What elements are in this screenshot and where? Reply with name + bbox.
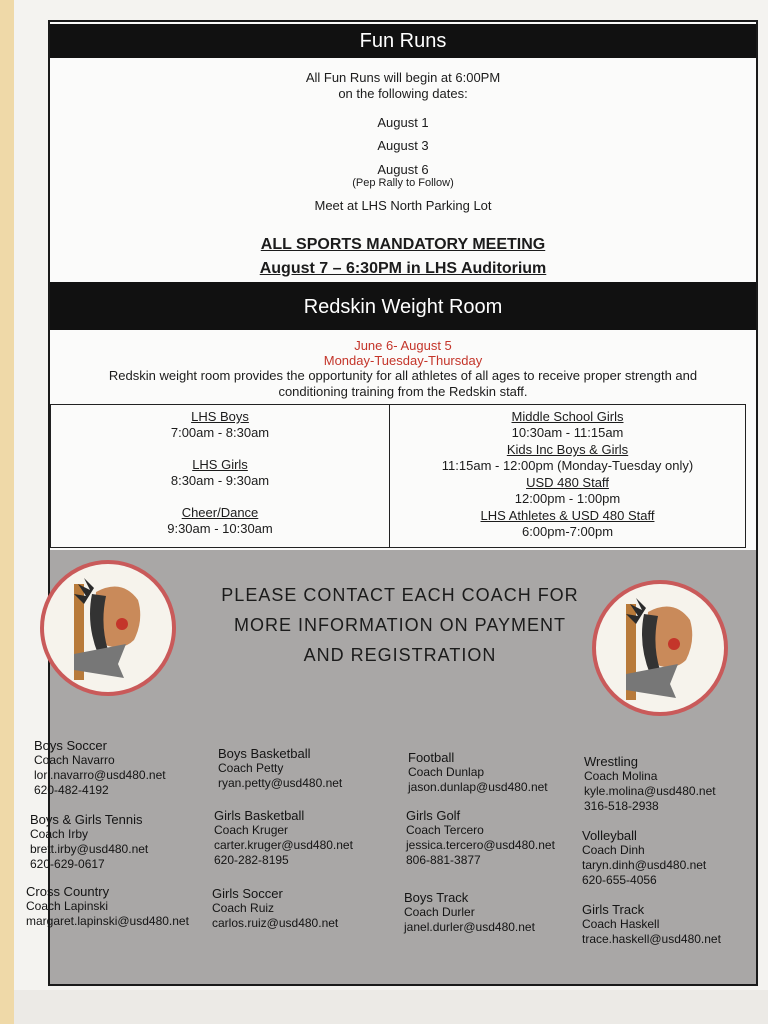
weight-room-dates: June 6- August 5 xyxy=(354,338,452,353)
coach-entry-football xyxy=(408,750,548,795)
coach-email[interactable]: taryn.dinh@usd480.net xyxy=(582,858,707,872)
coach-entry-girls-golf xyxy=(406,808,555,868)
coach-name: Coach Ruiz xyxy=(212,901,275,915)
weight-room-days: Monday-Tuesday-Thursday xyxy=(323,353,483,368)
coach-sport: Girls Basketball xyxy=(214,808,305,823)
coach-name: Coach Haskell xyxy=(582,917,660,931)
schedule-slot xyxy=(390,508,745,540)
coach-sport: Boys Soccer xyxy=(34,738,107,753)
coach-entry-boys-soccer xyxy=(34,738,166,798)
slot-time: 9:30am - 10:30am xyxy=(167,521,273,536)
coach-sport: Wrestling xyxy=(584,754,638,769)
coach-phone: 620-482-4192 xyxy=(34,783,109,797)
coach-phone: 316-518-2938 xyxy=(584,799,659,813)
slot-time: 12:00pm - 1:00pm xyxy=(514,491,621,506)
schedule-slot xyxy=(51,505,389,537)
coach-entry-wrestling xyxy=(584,754,716,814)
coach-sport: Girls Soccer xyxy=(212,886,283,901)
coach-email[interactable]: janel.durler@usd480.net xyxy=(404,920,535,934)
coach-email[interactable]: carter.kruger@usd480.net xyxy=(214,838,353,852)
coach-name: Coach Tercero xyxy=(406,823,484,837)
coach-email[interactable]: margaret.lapinski@usd480.net xyxy=(26,914,189,928)
coach-name: Coach Molina xyxy=(584,769,658,783)
redskin-logo-left xyxy=(40,560,176,696)
coach-sport: Girls Track xyxy=(582,902,645,917)
coach-sport: Boys Track xyxy=(404,890,469,905)
pep-rally-note: (Pep Rally to Follow) xyxy=(352,177,454,189)
coach-entry-boys-track xyxy=(404,890,535,935)
slot-title: LHS Girls xyxy=(192,457,248,472)
coach-email[interactable]: trace.haskell@usd480.net xyxy=(582,932,721,946)
fun-run-date-1: August 1 xyxy=(377,115,429,130)
coach-name: Coach Durler xyxy=(404,905,475,919)
coach-email[interactable]: jessica.tercero@usd480.net xyxy=(406,838,555,852)
mandatory-meeting-time: August 7 – 6:30PM in LHS Auditorium xyxy=(259,260,547,277)
fun-run-date-3: August 6 xyxy=(377,162,429,177)
coach-phone: 806-881-3877 xyxy=(406,853,481,867)
coach-name: Coach Kruger xyxy=(214,823,289,837)
contact-line-3: AND REGISTRATION xyxy=(303,645,497,665)
slot-title: LHS Athletes & USD 480 Staff xyxy=(480,508,655,523)
schedule-slot xyxy=(390,409,745,441)
weight-room-schedule xyxy=(50,404,746,548)
meet-location: Meet at LHS North Parking Lot xyxy=(314,198,492,213)
coach-email[interactable]: carlos.ruiz@usd480.net xyxy=(212,916,339,930)
fun-run-date-2: August 3 xyxy=(377,138,429,153)
coach-name: Coach Petty xyxy=(218,761,284,775)
mandatory-meeting-title: ALL SPORTS MANDATORY MEETING xyxy=(260,236,546,253)
coach-email[interactable]: kyle.molina@usd480.net xyxy=(584,784,716,798)
schedule-slot xyxy=(51,409,389,441)
fun-runs-intro-2: on the following dates: xyxy=(338,86,468,101)
slot-time: 8:30am - 9:30am xyxy=(170,473,270,488)
coach-email[interactable]: brett.irby@usd480.net xyxy=(30,842,149,856)
slot-time: 7:00am - 8:30am xyxy=(170,425,270,440)
slot-title: LHS Boys xyxy=(191,409,249,424)
slot-time: 11:15am - 12:00pm (Monday-Tuesday only) xyxy=(441,458,694,473)
weight-room-desc-2: conditioning training from the Redskin staff. xyxy=(278,384,528,399)
paper-bottom xyxy=(14,990,768,1024)
coach-name: Coach Irby xyxy=(30,827,89,841)
weight-room-desc-1: Redskin weight room provides the opportunity for all athletes of all ages to receive proper strength and xyxy=(108,368,698,383)
coach-sport: Boys Basketball xyxy=(218,746,311,761)
contact-line-2: MORE INFORMATION ON PAYMENT xyxy=(234,615,566,635)
coach-name: Coach Dinh xyxy=(582,843,645,857)
contact-message xyxy=(190,580,610,670)
coach-name: Coach Navarro xyxy=(34,753,115,767)
coach-sport: Volleyball xyxy=(582,828,637,843)
coach-phone: 620-282-8195 xyxy=(214,853,289,867)
coach-sport: Girls Golf xyxy=(406,808,461,823)
schedule-slot xyxy=(390,442,745,474)
coach-name: Coach Dunlap xyxy=(408,765,485,779)
slot-title: Kids Inc Boys & Girls xyxy=(506,442,629,457)
coach-phone: 620-655-4056 xyxy=(582,873,657,887)
coach-entry-cross-country xyxy=(26,884,189,929)
slot-time: 6:00pm-7:00pm xyxy=(521,524,614,539)
coach-entry-boys-basketball xyxy=(218,746,342,791)
slot-title: Cheer/Dance xyxy=(181,505,259,520)
contact-line-1: PLEASE CONTACT EACH COACH FOR xyxy=(221,585,579,605)
fun-runs-intro-1: All Fun Runs will begin at 6:00PM xyxy=(305,70,501,85)
flyer-frame xyxy=(26,20,758,986)
schedule-slot xyxy=(51,457,389,489)
coach-phone: 620-629-0617 xyxy=(30,857,105,871)
schedule-right-column xyxy=(390,405,745,547)
coach-entry-girls-soccer xyxy=(212,886,338,931)
coach-contact-section xyxy=(26,550,756,984)
slot-title: USD 480 Staff xyxy=(526,475,609,490)
coach-email[interactable]: ryan.petty@usd480.net xyxy=(218,776,343,790)
slot-time: 10:30am - 11:15am xyxy=(511,425,624,440)
redskin-logo-right xyxy=(592,580,728,716)
coach-sport: Cross Country xyxy=(26,884,110,899)
coach-entry-tennis xyxy=(30,812,148,872)
coach-entry-girls-track xyxy=(582,902,721,947)
coach-entry-girls-basketball xyxy=(214,808,353,868)
coach-sport: Boys & Girls Tennis xyxy=(30,812,143,827)
slot-title: Middle School Girls xyxy=(511,409,624,424)
weight-room-header: Redskin Weight Room xyxy=(50,282,756,330)
coach-sport: Football xyxy=(408,750,455,765)
coach-name: Coach Lapinski xyxy=(26,899,109,913)
coach-email[interactable]: jason.dunlap@usd480.net xyxy=(408,780,548,794)
coach-entry-volleyball xyxy=(582,828,706,888)
schedule-slot xyxy=(390,475,745,507)
schedule-left-column xyxy=(51,405,390,547)
coach-email[interactable]: lori.navarro@usd480.net xyxy=(34,768,166,782)
fun-runs-header: Fun Runs xyxy=(50,24,756,58)
